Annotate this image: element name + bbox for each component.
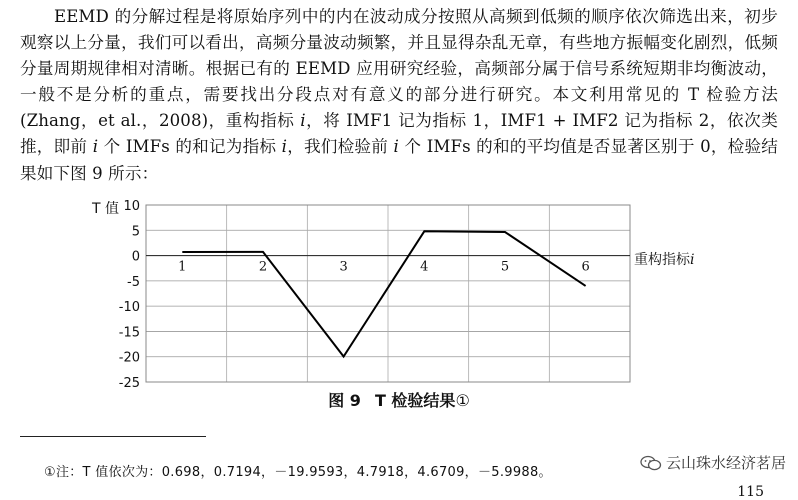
x-axis-label-text: 重构指标 (634, 251, 691, 268)
watermark-text: 云山珠水经济茗居 (666, 452, 786, 473)
y-tick-label: 0 (132, 250, 140, 265)
y-tick-label: -10 (119, 300, 140, 315)
chart-gridlines (146, 205, 630, 382)
series-line (182, 231, 585, 356)
y-tick-label: -20 (119, 351, 140, 366)
var-i-2: i (93, 137, 98, 156)
para-text-1: EEMD 的分解过程是将原始序列中的内在波动成分按照从高频到低频的顺序依次筛选出来，初步观察以上分量，我们可以看出，高频分量波动频繁，并且显得杂乱无章，有些地方振幅变化剧烈，低频分量周期规律相对清晰。根据已有的 EEMD 应用研究经验，高频部分属于信号系统短期非均衡波动，一般不是分析的重点，需要找出分段点对有意义的部分进行研究。本文利用常见的 T 检验方法(Zhang，et al.，2008)，重构指标 (20, 7, 778, 130)
y-tick-label: 5 (132, 224, 140, 239)
x-tick-label: 2 (259, 260, 267, 275)
wechat-icon (640, 455, 662, 471)
chart-tick-labels (119, 199, 590, 390)
chart-series-line (182, 231, 585, 356)
caption-number: 图 9 (328, 391, 361, 410)
y-tick-label: 10 (123, 199, 140, 214)
figure-caption (0, 388, 798, 411)
y-tick-label: -15 (119, 325, 140, 340)
var-i-4: i (394, 137, 399, 156)
x-tick-label: 5 (501, 260, 509, 275)
watermark (640, 452, 786, 473)
caption-title: T 检验结果 (375, 391, 456, 410)
para-text-4: ，我们检验前 (287, 137, 393, 156)
x-axis-label-var: i (690, 252, 694, 268)
footnote: ①注：T 值依次为：0.698，0.7194，－19.9593，4.7918，4.6709，－5.9988。 (44, 461, 552, 480)
x-tick-label: 4 (420, 260, 428, 275)
para-text-2: ，将 IMF1 记为指标 1，IMF1 + IMF2 记为指标 2，依次类推，即前 (20, 111, 778, 156)
y-tick-label: -25 (119, 376, 140, 390)
x-tick-label: 6 (581, 260, 589, 275)
x-axis-label (634, 251, 694, 268)
var-i-1: i (300, 111, 305, 130)
y-axis-label: T 值 (91, 200, 119, 217)
caption-footnote-mark: ① (455, 391, 469, 410)
para-text-5: 个 IMFs 的和的平均值是否显著区别于 0，检验结果如下图 9 所示： (20, 137, 778, 182)
x-tick-label: 3 (339, 260, 347, 275)
x-tick-label: 1 (178, 260, 186, 275)
footnote-divider (20, 436, 206, 437)
para-text-3: 个 IMFs 的和记为指标 (98, 137, 282, 156)
page-number: 115 (737, 484, 764, 500)
var-i-3: i (282, 137, 287, 156)
y-tick-label: -5 (127, 275, 140, 290)
